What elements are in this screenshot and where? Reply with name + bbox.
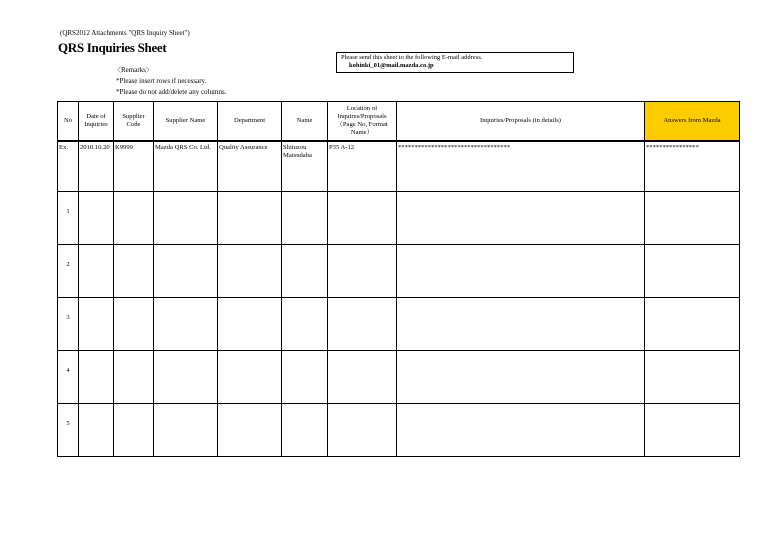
cell-supplier-code[interactable] — [114, 245, 154, 298]
cell-department[interactable] — [218, 192, 282, 245]
email-address: kohinki_01@mail.mazda.co.jp — [349, 62, 434, 69]
cell-answers[interactable] — [645, 351, 740, 404]
col-header-department: Department — [218, 102, 282, 142]
cell-date[interactable] — [79, 404, 114, 457]
row-number: 2 — [58, 245, 79, 298]
cell-supplier-name[interactable] — [154, 192, 218, 245]
cell-name[interactable] — [282, 404, 328, 457]
cell-name[interactable] — [282, 245, 328, 298]
cell-name[interactable] — [282, 298, 328, 351]
table-row — [58, 351, 740, 404]
remarks-heading: 〈Remarks〉 — [114, 66, 153, 74]
cell-details[interactable] — [397, 404, 645, 457]
cell-supplier-code[interactable] — [114, 192, 154, 245]
table-row — [58, 298, 740, 351]
cell-answers[interactable] — [645, 404, 740, 457]
cell-details[interactable] — [397, 245, 645, 298]
col-header-supplier-name: Supplier Name — [154, 102, 218, 142]
cell-location[interactable] — [328, 245, 397, 298]
cell-supplier-name[interactable] — [154, 298, 218, 351]
col-header-no: No — [58, 102, 79, 142]
table-row — [58, 192, 740, 245]
example-supplier-code[interactable]: K9999 — [114, 141, 154, 192]
example-no: Ex. — [58, 141, 79, 192]
example-department[interactable]: Quality Assurance — [218, 141, 282, 192]
cell-date[interactable] — [79, 192, 114, 245]
cell-supplier-name[interactable] — [154, 404, 218, 457]
cell-department[interactable] — [218, 298, 282, 351]
cell-supplier-code[interactable] — [114, 404, 154, 457]
cell-date[interactable] — [79, 298, 114, 351]
email-notice-text: Please send this sheet to the following E-mail address. — [341, 54, 483, 61]
remark-insert-rows: *Please insert rows if necessary. — [116, 77, 207, 85]
col-header-answers: Answers from Mazda — [645, 102, 740, 142]
cell-location[interactable] — [328, 351, 397, 404]
table-row — [58, 245, 740, 298]
cell-answers[interactable] — [645, 298, 740, 351]
table-row-example — [58, 141, 740, 192]
cell-supplier-code[interactable] — [114, 298, 154, 351]
row-number: 4 — [58, 351, 79, 404]
cell-supplier-name[interactable] — [154, 351, 218, 404]
cell-department[interactable] — [218, 404, 282, 457]
cell-date[interactable] — [79, 245, 114, 298]
cell-name[interactable] — [282, 351, 328, 404]
cell-department[interactable] — [218, 245, 282, 298]
example-details[interactable]: ********************************** — [397, 141, 645, 192]
example-date[interactable]: 2010.10.20 — [79, 141, 114, 192]
cell-name[interactable] — [282, 192, 328, 245]
cell-supplier-code[interactable] — [114, 351, 154, 404]
cell-details[interactable] — [397, 298, 645, 351]
cell-supplier-name[interactable] — [154, 245, 218, 298]
row-number: 5 — [58, 404, 79, 457]
col-header-details: Inquiries/Proposals (in details) — [397, 102, 645, 142]
table-row — [58, 404, 740, 457]
inquiry-table — [57, 101, 740, 457]
cell-date[interactable] — [79, 351, 114, 404]
page-title: QRS Inquiries Sheet — [58, 40, 167, 55]
col-header-supplier-code: Supplier Code — [114, 102, 154, 142]
example-answers[interactable]: **************** — [645, 141, 740, 192]
cell-department[interactable] — [218, 351, 282, 404]
row-number: 3 — [58, 298, 79, 351]
example-supplier-name[interactable]: Mazda QRS Co. Ltd. — [154, 141, 218, 192]
row-number: 1 — [58, 192, 79, 245]
cell-details[interactable] — [397, 351, 645, 404]
cell-location[interactable] — [328, 404, 397, 457]
cell-location[interactable] — [328, 298, 397, 351]
col-header-location: Location of Inquires/Proposals（Page No, Format Name） — [328, 102, 397, 142]
col-header-name: Name — [282, 102, 328, 142]
example-name[interactable]: Shituzou Matsudaba — [282, 141, 328, 192]
cell-details[interactable] — [397, 192, 645, 245]
email-notice-box — [336, 52, 574, 73]
cell-answers[interactable] — [645, 245, 740, 298]
example-location[interactable]: P35 A-12 — [328, 141, 397, 192]
remark-no-columns: *Please do not add/delete any columns. — [116, 88, 227, 96]
cell-location[interactable] — [328, 192, 397, 245]
col-header-date: Date of Inquiries — [79, 102, 114, 142]
attachment-note: (QRS2012 Attachments "QRS Inquiry Sheet") — [60, 29, 190, 37]
cell-answers[interactable] — [645, 192, 740, 245]
table-header-row — [58, 102, 740, 142]
